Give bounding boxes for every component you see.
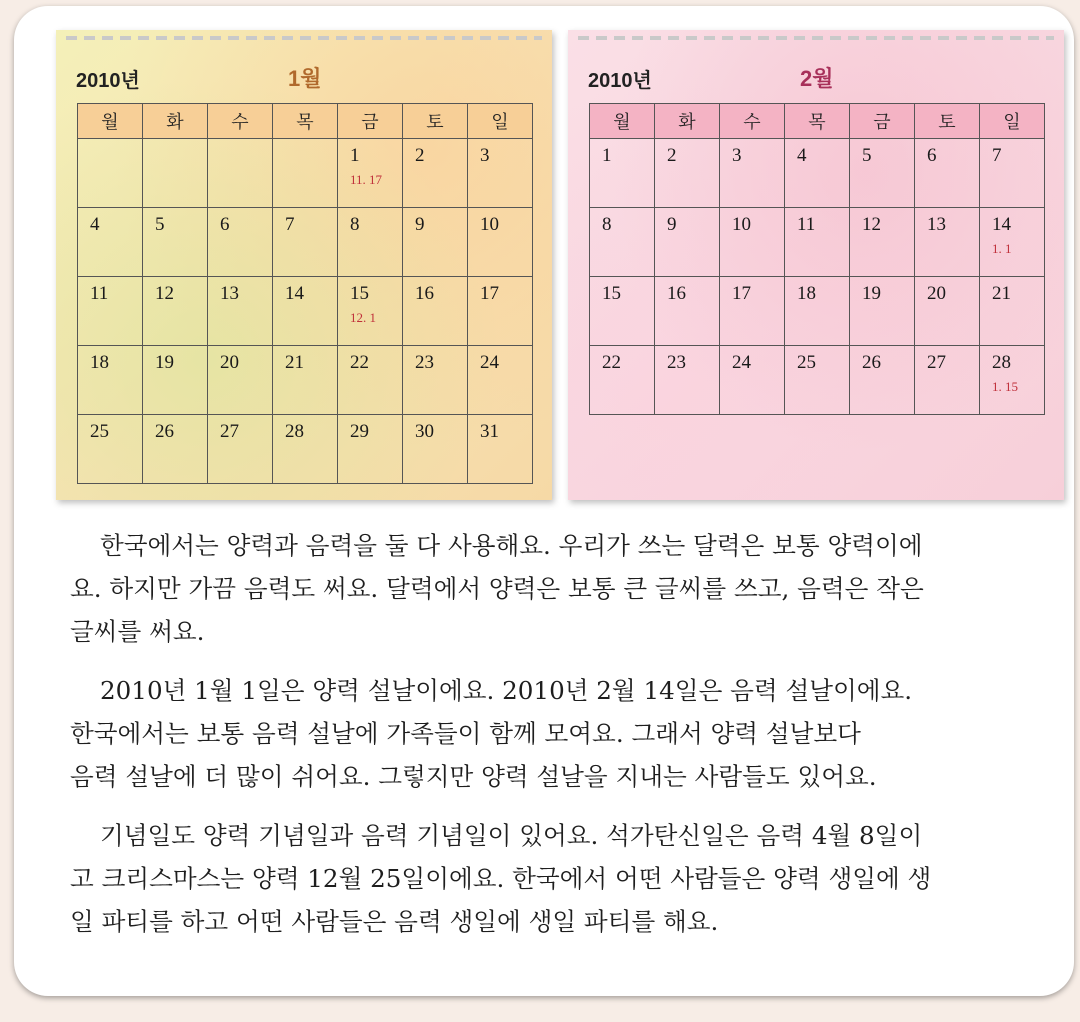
lunar-date: [403, 305, 467, 310]
day-cell: [78, 415, 143, 484]
lunar-date: [850, 167, 914, 172]
day-cell: [468, 208, 533, 277]
day-number: 3: [480, 145, 490, 166]
calendar-grid: [77, 103, 533, 484]
lunar-date: [590, 374, 654, 379]
day-cell: [338, 277, 403, 346]
day-cell: [980, 208, 1045, 277]
lunar-date: [720, 305, 784, 310]
lunar-date: [785, 374, 849, 379]
day-number: 19: [155, 352, 174, 373]
text-line: 음력 설날에 더 많이 쉬어요. 그렇지만 양력 설날을 지내는 사람들도 있어요.: [70, 762, 877, 791]
day-cell: [273, 415, 338, 484]
weekday-header-row: [590, 104, 1045, 139]
day-cell: [850, 139, 915, 208]
lunar-date: [208, 374, 272, 379]
weekday-header: 수: [208, 104, 273, 139]
day-number: 25: [90, 421, 109, 442]
text-line: 2010년 1월 1일은 양력 설날이에요. 2010년 2월 14일은 음력 설날이에요.: [100, 676, 913, 705]
lunar-date: [915, 374, 979, 379]
day-cell: [720, 346, 785, 415]
day-cell: [78, 208, 143, 277]
lunar-date: [143, 443, 207, 448]
lunar-date: [403, 443, 467, 448]
day-cell: [785, 208, 850, 277]
day-number: 17: [480, 283, 499, 304]
lunar-date: [468, 236, 532, 241]
day-cell: [273, 208, 338, 277]
text-line: 한국에서는 보통 음력 설날에 가족들이 함께 모여요. 그래서 양력 설날보다: [70, 719, 861, 748]
weekday-header: 일: [980, 104, 1045, 139]
lunar-date: [850, 236, 914, 241]
day-number: 5: [155, 214, 165, 235]
day-number: 6: [927, 145, 937, 166]
lunar-date: [143, 305, 207, 310]
lunar-date: [980, 167, 1044, 172]
lunar-date: [720, 167, 784, 172]
text-line: 기념일도 양력 기념일과 음력 기념일이 있어요. 석가탄신일은 음력 4월 8일이: [100, 821, 923, 850]
text-line: 요. 하지만 가끔 음력도 써요. 달력에서 양력은 보통 큰 글씨를 쓰고, 음력은 작은: [70, 574, 924, 603]
week-row: [78, 139, 533, 208]
week-row: [590, 346, 1045, 415]
weekday-header: 금: [338, 104, 403, 139]
lunar-date: [785, 305, 849, 310]
day-cell: [208, 277, 273, 346]
lunar-date: [208, 305, 272, 310]
day-cell: [273, 139, 338, 208]
lunar-date: [785, 236, 849, 241]
day-cell: [468, 277, 533, 346]
day-cell: [338, 415, 403, 484]
day-number: 18: [90, 352, 109, 373]
calendar-year: 2010년: [76, 70, 140, 92]
lunar-date: 12. 1: [350, 310, 376, 325]
day-cell: [273, 346, 338, 415]
day-number: 26: [155, 421, 174, 442]
text-line: 일 파티를 하고 어떤 사람들은 음력 생일에 생일 파티를 해요.: [70, 907, 719, 936]
day-number: 5: [862, 145, 872, 166]
lunar-date: [403, 236, 467, 241]
day-cell: [915, 277, 980, 346]
weekday-header: 토: [403, 104, 468, 139]
calendar-month: 1월: [288, 66, 322, 91]
lunar-date: [850, 305, 914, 310]
day-cell: [338, 208, 403, 277]
day-cell: [655, 277, 720, 346]
lunar-date: [850, 374, 914, 379]
week-row: [590, 139, 1045, 208]
day-number: 31: [480, 421, 499, 442]
lunar-date: 1. 15: [992, 379, 1018, 394]
day-cell: [655, 139, 720, 208]
week-row: [78, 277, 533, 346]
day-cell: [590, 277, 655, 346]
day-cell: [403, 208, 468, 277]
day-number: 25: [797, 352, 816, 373]
lunar-date: [273, 145, 337, 150]
day-cell: [208, 139, 273, 208]
day-number: 4: [90, 214, 100, 235]
lunar-date: [143, 374, 207, 379]
day-cell: [208, 208, 273, 277]
day-cell: [78, 346, 143, 415]
day-cell: [980, 277, 1045, 346]
day-cell: [915, 208, 980, 277]
lunar-date: [208, 443, 272, 448]
lunar-date: [468, 443, 532, 448]
lunar-date: [915, 167, 979, 172]
day-cell: [143, 415, 208, 484]
calendar-month: 2월: [800, 66, 834, 91]
day-number: 17: [732, 283, 751, 304]
day-number: 26: [862, 352, 881, 373]
body-text: [70, 524, 1060, 959]
day-number: 19: [862, 283, 881, 304]
weekday-header: 월: [590, 104, 655, 139]
day-cell: [143, 139, 208, 208]
calendar-grid: [589, 103, 1045, 415]
day-number: 11: [90, 283, 109, 304]
weekday-header: 월: [78, 104, 143, 139]
day-number: 28: [285, 421, 304, 442]
day-number: 6: [220, 214, 230, 235]
calendar-february: [568, 30, 1064, 500]
day-number: 1: [350, 145, 360, 166]
day-number: 14: [992, 214, 1011, 235]
lunar-date: [338, 236, 402, 241]
day-number: 23: [667, 352, 686, 373]
day-number: 16: [415, 283, 434, 304]
lunar-date: [720, 236, 784, 241]
day-cell: [785, 346, 850, 415]
day-cell: [208, 415, 273, 484]
lunar-date: [403, 374, 467, 379]
day-cell: [403, 139, 468, 208]
day-cell: [915, 139, 980, 208]
day-cell: [468, 415, 533, 484]
day-cell: [980, 346, 1045, 415]
day-number: 12: [155, 283, 174, 304]
page-card: [14, 6, 1074, 996]
lunar-date: [273, 305, 337, 310]
lunar-date: [468, 374, 532, 379]
lunar-date: [78, 145, 142, 150]
day-number: 18: [797, 283, 816, 304]
week-row: [78, 415, 533, 484]
paragraph: [70, 814, 1060, 943]
lunar-date: [655, 305, 719, 310]
day-cell: [915, 346, 980, 415]
day-cell: [78, 277, 143, 346]
lunar-date: [208, 236, 272, 241]
day-cell: [980, 139, 1045, 208]
lunar-date: [273, 236, 337, 241]
day-cell: [403, 277, 468, 346]
day-cell: [403, 346, 468, 415]
day-number: 13: [220, 283, 239, 304]
weekday-header: 금: [850, 104, 915, 139]
day-cell: [403, 415, 468, 484]
lunar-date: [655, 167, 719, 172]
day-number: 24: [732, 352, 751, 373]
lunar-date: [143, 236, 207, 241]
lunar-date: [143, 145, 207, 150]
day-number: 2: [415, 145, 425, 166]
day-cell: [338, 346, 403, 415]
day-number: 10: [732, 214, 751, 235]
weekday-header: 목: [273, 104, 338, 139]
day-number: 7: [285, 214, 295, 235]
day-number: 13: [927, 214, 946, 235]
day-number: 14: [285, 283, 304, 304]
week-row: [78, 346, 533, 415]
day-cell: [655, 346, 720, 415]
lunar-date: [590, 305, 654, 310]
paragraph: [70, 524, 1060, 653]
day-number: 21: [285, 352, 304, 373]
day-cell: [273, 277, 338, 346]
day-number: 27: [927, 352, 946, 373]
day-number: 10: [480, 214, 499, 235]
weekday-header: 수: [720, 104, 785, 139]
day-cell: [590, 346, 655, 415]
lunar-date: [78, 236, 142, 241]
day-cell: [720, 277, 785, 346]
day-number: 1: [602, 145, 612, 166]
lunar-date: [273, 374, 337, 379]
binding-dashes: [66, 36, 542, 40]
weekday-header: 일: [468, 104, 533, 139]
day-cell: [208, 346, 273, 415]
lunar-date: 11. 17: [350, 172, 383, 187]
lunar-date: [273, 443, 337, 448]
lunar-date: [655, 236, 719, 241]
day-number: 15: [350, 283, 369, 304]
text-line: 한국에서는 양력과 음력을 둘 다 사용해요. 우리가 쓰는 달력은 보통 양력이에: [100, 531, 923, 560]
day-cell: [338, 139, 403, 208]
lunar-date: 1. 1: [992, 241, 1012, 256]
day-number: 30: [415, 421, 434, 442]
day-number: 15: [602, 283, 621, 304]
lunar-date: [915, 305, 979, 310]
day-cell: [850, 208, 915, 277]
day-number: 3: [732, 145, 742, 166]
day-number: 27: [220, 421, 239, 442]
lunar-date: [338, 374, 402, 379]
day-number: 8: [350, 214, 360, 235]
day-cell: [720, 139, 785, 208]
lunar-date: [980, 305, 1044, 310]
day-cell: [590, 139, 655, 208]
day-number: 29: [350, 421, 369, 442]
day-number: 8: [602, 214, 612, 235]
lunar-date: [403, 167, 467, 172]
day-number: 20: [220, 352, 239, 373]
weekday-header: 화: [655, 104, 720, 139]
day-number: 23: [415, 352, 434, 373]
day-cell: [143, 208, 208, 277]
lunar-date: [78, 374, 142, 379]
day-number: 21: [992, 283, 1011, 304]
day-number: 16: [667, 283, 686, 304]
day-cell: [720, 208, 785, 277]
day-number: 11: [797, 214, 816, 235]
day-cell: [468, 346, 533, 415]
lunar-date: [208, 145, 272, 150]
day-number: 4: [797, 145, 807, 166]
lunar-date: [468, 305, 532, 310]
day-number: 9: [667, 214, 677, 235]
day-cell: [590, 208, 655, 277]
day-number: 7: [992, 145, 1002, 166]
day-number: 24: [480, 352, 499, 373]
calendar-january: [56, 30, 552, 500]
weekday-header: 토: [915, 104, 980, 139]
day-cell: [785, 277, 850, 346]
paragraph: [70, 669, 1060, 798]
day-cell: [78, 139, 143, 208]
lunar-date: [915, 236, 979, 241]
day-cell: [655, 208, 720, 277]
day-cell: [143, 277, 208, 346]
day-cell: [785, 139, 850, 208]
week-row: [78, 208, 533, 277]
binding-dashes: [578, 36, 1054, 40]
lunar-date: [78, 305, 142, 310]
week-row: [590, 277, 1045, 346]
day-number: 22: [350, 352, 369, 373]
day-number: 9: [415, 214, 425, 235]
calendar-year: 2010년: [588, 70, 652, 92]
weekday-header-row: [78, 104, 533, 139]
day-cell: [850, 346, 915, 415]
day-number: 28: [992, 352, 1011, 373]
lunar-date: [720, 374, 784, 379]
week-row: [590, 208, 1045, 277]
lunar-date: [338, 443, 402, 448]
lunar-date: [468, 167, 532, 172]
lunar-date: [655, 374, 719, 379]
weekday-header: 목: [785, 104, 850, 139]
day-number: 2: [667, 145, 677, 166]
day-cell: [850, 277, 915, 346]
day-cell: [468, 139, 533, 208]
text-line: 글씨를 써요.: [70, 617, 205, 646]
text-line: 고 크리스마스는 양력 12월 25일이에요. 한국에서 어떤 사람들은 양력 생일에 생: [70, 864, 932, 893]
lunar-date: [78, 443, 142, 448]
day-number: 12: [862, 214, 881, 235]
lunar-date: [590, 236, 654, 241]
lunar-date: [590, 167, 654, 172]
day-number: 22: [602, 352, 621, 373]
day-number: 20: [927, 283, 946, 304]
day-cell: [143, 346, 208, 415]
weekday-header: 화: [143, 104, 208, 139]
lunar-date: [785, 167, 849, 172]
